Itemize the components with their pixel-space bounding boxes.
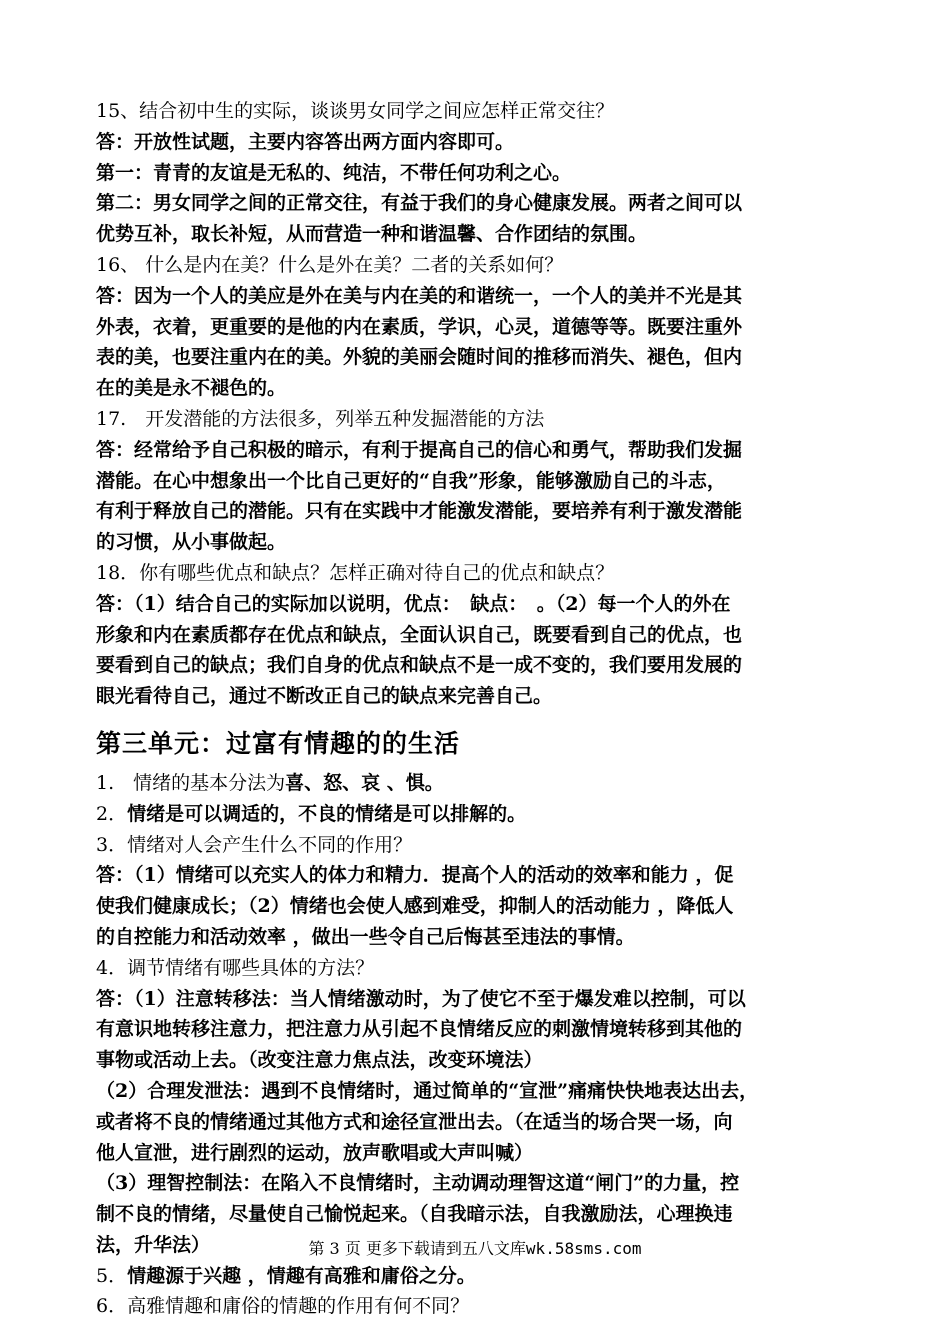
answer-4-line-5: 或者将不良的情绪通过其他方式和途径宣泄出去。（在适当的场合哭一场，向 <box>96 1110 733 1133</box>
answer-4-line-1: 答：（1）注意转移法：当人情绪激动时，为了使它不至于爆发难以控制，可以 <box>96 987 746 1010</box>
unit-heading: 第三单元：过富有情趣的的生活 <box>96 728 461 758</box>
qa-18 <box>96 558 866 712</box>
question-17: 17. 开发潜能的方法很多，列举五种发掘潜能的方法 <box>96 407 545 430</box>
answer-18-line-3: 要看到自己的缺点；我们自身的优点和缺点不是一成不变的，我们要用发展的 <box>96 654 743 677</box>
answer-18-line-2: 形象和内在素质都存在优点和缺点，全面认识自己，既要看到自己的优点，也 <box>96 623 743 646</box>
answer-3-line-2: 使我们健康成长；（2）情绪也会使人感到难受，抑制人的活动能力 ，降低人 <box>96 895 734 918</box>
item-5 <box>96 1261 866 1292</box>
answer-17-line-1: 答：经常给予自己积极的暗示，有利于提高自己的信心和勇气，帮助我们发掘 <box>96 438 743 461</box>
answer-15-line-4: 优势互补，取长补短，从而营造一种和谐温馨、合作团结的氛围。 <box>96 223 648 246</box>
question-3: 3．情绪对人会产生什么不同的作用？ <box>96 833 413 856</box>
answer-16-line-4: 在的美是永不褪色的。 <box>96 377 287 400</box>
answer-3-line-1: 答：（1）情绪可以充实人的体力和精力．提高个人的活动的效率和能力 ，促 <box>96 864 734 887</box>
item-1-emotions: 喜、怒、哀 、惧。 <box>285 771 444 794</box>
item-1-prefix: 1. 情绪的基本分法为 <box>96 771 286 794</box>
answer-4-line-7: （3）理智控制法：在陷入不良情绪时，主动调动理智这道“闸门”的力量，控 <box>96 1172 740 1195</box>
answer-15-line-3: 第二：男女同学之间的正常交往，有益于我们的身心健康发展。两者之间可以 <box>96 192 743 215</box>
answer-17-line-3: 有利于释放自己的潜能。只有在实践中才能激发潜能，要培养有利于激发潜能 <box>96 500 743 523</box>
question-18: 18．你有哪些优点和缺点？怎样正确对待自己的优点和缺点？ <box>96 561 615 584</box>
answer-4-line-2: 有意识地转移注意力，把注意力从引起不良情绪反应的刺激情境转移到其他的 <box>96 1018 743 1041</box>
qa-15 <box>96 96 866 250</box>
answer-18-line-1: 答：（1）结合自己的实际加以说明，优点： 缺点： 。（2）每一个人的外在 <box>96 592 731 615</box>
question-4: 4．调节情绪有哪些具体的方法？ <box>96 956 375 979</box>
answer-16-line-3: 表的美，也要注重内在的美。外貌的美丽会随时间的推移而消失、褪色，但内 <box>96 346 743 369</box>
question-15: 15、结合初中生的实际，谈谈男女同学之间应怎样正常交往？ <box>96 100 615 122</box>
answer-18-line-4: 眼光看待自己，通过不断改正自己的缺点来完善自己。 <box>96 685 553 708</box>
item-2 <box>96 799 866 830</box>
answer-4-line-9: 法，升华法） <box>96 1233 211 1256</box>
item-2-text: 情绪是可以调适的，不良的情绪是可以排解的。 <box>127 802 527 825</box>
answer-17-line-4: 的习惯，从小事做起。 <box>96 531 287 554</box>
answer-4-line-8: 制不良的情绪，尽量使自己愉悦起来。（自我暗示法，自我激励法，心理换违 <box>96 1203 733 1226</box>
answer-3-line-3: 的自控能力和活动效率 ，做出一些令自己后悔甚至违法的事情。 <box>96 925 635 948</box>
answer-16-line-2: 外表，衣着，更重要的是他的内在素质，学识，心灵，道德等等。既要注重外 <box>96 315 743 338</box>
footer-link[interactable]: wk.58sms.com <box>525 1239 642 1258</box>
item-5-prefix: 5． <box>96 1264 128 1287</box>
document-page <box>96 96 866 1322</box>
answer-4-line-3: 事物或活动上去。（改变注意力焦点法，改变环境法） <box>96 1049 543 1072</box>
page-footer <box>0 1236 950 1259</box>
answer-15-line-2: 第一：青青的友谊是无私的、纯洁，不带任何功利之心。 <box>96 161 572 184</box>
footer-text: 第 3 页 更多下载请到五八文库 <box>308 1239 526 1258</box>
answer-4-line-4: （2）合理发泄法：遇到不良情绪时，通过简单的“宣泄”痛痛快快地表达出去， <box>96 1079 759 1102</box>
question-6: 6．高雅情趣和庸俗的情趣的作用有何不同？ <box>96 1295 470 1318</box>
item-1 <box>96 768 866 799</box>
qa-16 <box>96 250 866 404</box>
answer-4-line-6: 他人宣泄，进行剧烈的运动，放声歌唱或大声叫喊） <box>96 1141 534 1164</box>
question-16: 16、 什么是内在美？什么是外在美？二者的关系如何？ <box>96 253 564 276</box>
item-5-text: 情趣源于兴趣 ，情趣有高雅和庸俗之分。 <box>127 1264 476 1287</box>
answer-17-line-2: 潜能。在心中想象出一个比自己更好的“自我”形象，能够激励自己的斗志， <box>96 469 726 492</box>
item-2-prefix: 2． <box>96 802 128 825</box>
qa-17 <box>96 404 866 558</box>
answer-15-line-1: 答：开放性试题，主要内容答出两方面内容即可。 <box>96 130 515 153</box>
answer-16-line-1: 答：因为一个人的美应是外在美与内在美的和谐统一，一个人的美并不光是其 <box>96 284 743 307</box>
